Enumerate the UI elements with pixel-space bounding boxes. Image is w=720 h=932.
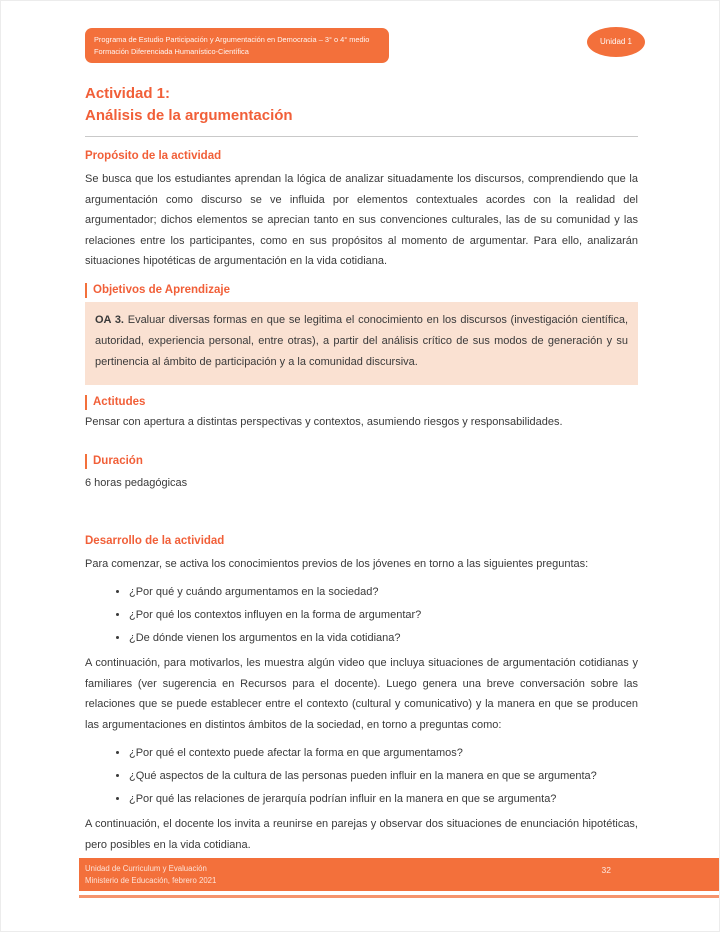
heading-proposito: Propósito de la actividad xyxy=(85,150,222,162)
title-divider xyxy=(85,136,638,137)
document-content xyxy=(85,63,638,855)
activity-title xyxy=(85,83,638,127)
desarrollo-paragraph-3: A continuación, el docente los invita a reunirse en parejas y observar dos situaciones de enunciación hipotéticas, pero posibles en la vida cotidiana. xyxy=(85,818,638,851)
footer-text xyxy=(79,863,216,887)
question-item: • ¿De dónde vienen los argumentos en la vida cotidiana? xyxy=(129,630,638,646)
desarrollo-paragraph-2: A continuación, para motivarlos, les muestra algún video que incluya situaciones de argumentación cotidianas y familiares (ver sugerencia en Recursos para el docente). Luego genera una breve conversación sobre las relaciones que se puede establecer entre el contexto (cultural y comunicativo) y la manera en que se producen las argumentaciones en distintos ámbitos de la sociedad, en torno a preguntas como: xyxy=(85,657,638,731)
footer-line1: Unidad de Curriculum y Evaluación xyxy=(85,863,207,873)
footer-line2: Ministerio de Educación, febrero 2021 xyxy=(85,875,217,885)
question-item: • ¿Qué aspectos de la cultura de las personas pueden influir en la manera en que se argumenta? xyxy=(129,768,638,784)
question-item: • ¿Por qué los contextos influyen en la forma de argumentar? xyxy=(129,607,638,623)
question-item: • ¿Por qué el contexto puede afectar la forma en que argumentamos? xyxy=(129,745,638,761)
duracion-text: 6 horas pedagógicas xyxy=(85,477,188,489)
question-item: • ¿Por qué las relaciones de jerarquía podrían influir en la manera en que se argumenta? xyxy=(129,791,638,807)
page-number: 32 xyxy=(601,865,611,875)
heading-objetivos: Objetivos de Aprendizaje xyxy=(85,283,638,298)
question-list-2 xyxy=(85,745,638,807)
unit-badge: Unidad 1 xyxy=(587,27,645,57)
question-list-1 xyxy=(85,584,638,646)
oa-label: OA 3. xyxy=(95,313,124,326)
oa-text: Evaluar diversas formas en que se legitima el conocimiento en los discursos (investigación científica, autoridad, experiencia personal, entre otras), a partir del análisis crítico de sus modos de generación y su pertinencia al ámbito de participación y a la comunidad discursiva. xyxy=(95,313,629,368)
heading-duracion: Duración xyxy=(85,454,638,469)
page-footer xyxy=(79,858,719,891)
heading-actitudes: Actitudes xyxy=(85,395,638,410)
question-item: • ¿Por qué y cuándo argumentamos en la sociedad? xyxy=(129,584,638,600)
oa-box xyxy=(85,302,638,385)
page-header xyxy=(85,28,645,63)
proposito-text: Se busca que los estudiantes aprendan la lógica de analizar situadamente los discursos, comprendiendo que la argumentación como discurso se ve influida por elementos contextuales acordes con la realidad del argumentador; dichos elementos se aprecian tanto en sus convenciones culturales, las de su comunidad y las relaciones entre los participantes, como en sus propósitos al momento de argumentar. Para ello, analizarán situaciones hipotéticas de argumentación en la vida cotidiana. xyxy=(85,173,638,267)
activity-title-line1: Actividad 1: xyxy=(85,85,171,102)
heading-desarrollo: Desarrollo de la actividad xyxy=(85,534,225,547)
program-banner xyxy=(85,28,389,63)
footer-underline xyxy=(79,895,719,898)
program-title: Programa de Estudio Participación y Argumentación en Democracia – 3° o 4° medio xyxy=(94,35,370,44)
activity-title-line2: Análisis de la argumentación xyxy=(85,107,293,124)
desarrollo-intro: Para comenzar, se activa los conocimientos previos de los jóvenes en torno a las siguientes preguntas: xyxy=(85,557,589,570)
actitudes-text: Pensar con apertura a distintas perspectivas y contextos, asumiendo riesgos y responsabilidades. xyxy=(85,415,563,428)
program-subtitle: Formación Diferenciada Humanístico-Científica xyxy=(94,46,249,56)
